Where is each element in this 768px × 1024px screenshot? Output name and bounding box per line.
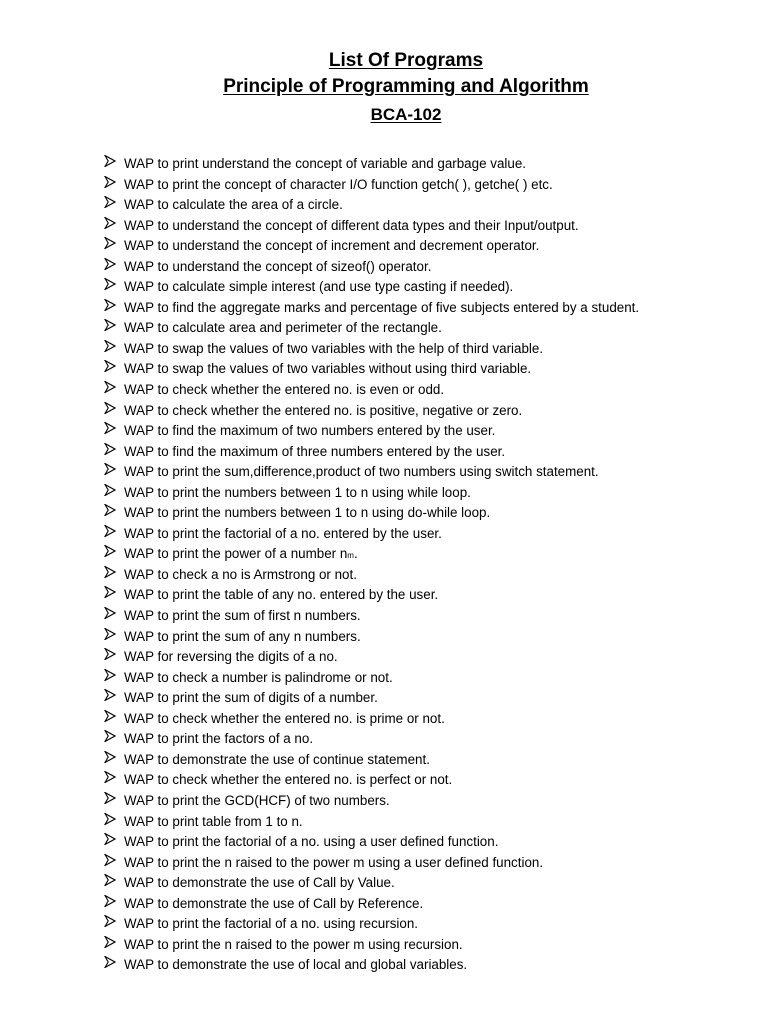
program-text: WAP to swap the values of two variables with the help of third variable. bbox=[124, 340, 544, 356]
document-header bbox=[0, 48, 768, 128]
program-text: WAP to print the concept of character I/O function getch( ), getche( ) etc. bbox=[124, 176, 553, 192]
program-text: WAP to print the factorial of a no. using a user defined function. bbox=[124, 834, 499, 850]
arrowhead-bullet-icon bbox=[104, 832, 124, 846]
list-item bbox=[104, 565, 744, 586]
list-item bbox=[104, 462, 744, 483]
program-text: WAP to understand the concept of different data types and their Input/output. bbox=[124, 217, 579, 233]
program-text: WAP to check whether the entered no. is perfect or not. bbox=[124, 772, 453, 788]
program-text: WAP to print understand the concept of variable and garbage value. bbox=[124, 156, 526, 171]
arrowhead-bullet-icon bbox=[104, 462, 124, 476]
program-text: WAP to find the maximum of two numbers entered by the user. bbox=[124, 423, 496, 439]
arrowhead-bullet-icon bbox=[104, 627, 124, 641]
program-text: WAP to check whether the entered no. is even or odd. bbox=[124, 382, 445, 398]
program-text: WAP for reversing the digits of a no. bbox=[124, 649, 338, 665]
program-text: WAP to print table from 1 to n. bbox=[124, 813, 303, 829]
arrowhead-bullet-icon bbox=[104, 339, 124, 353]
program-text: WAP to print the sum of any n numbers. bbox=[124, 628, 361, 644]
list-item bbox=[104, 175, 744, 196]
program-list bbox=[104, 154, 744, 976]
arrowhead-bullet-icon bbox=[104, 298, 124, 312]
arrowhead-bullet-icon bbox=[104, 668, 124, 682]
list-item bbox=[104, 154, 744, 175]
arrowhead-bullet-icon bbox=[104, 483, 124, 497]
program-text: WAP to calculate the area of a circle. bbox=[124, 197, 343, 213]
list-item bbox=[104, 935, 744, 956]
arrowhead-bullet-icon bbox=[104, 442, 124, 456]
program-text: WAP to check a no is Armstrong or not. bbox=[124, 566, 357, 582]
arrowhead-bullet-icon bbox=[104, 873, 124, 887]
list-item bbox=[104, 216, 744, 237]
arrowhead-bullet-icon bbox=[104, 503, 124, 517]
list-item bbox=[104, 791, 744, 812]
arrowhead-bullet-icon bbox=[104, 216, 124, 230]
program-text: WAP to print the numbers between 1 to n using do-while loop. bbox=[124, 505, 491, 521]
list-item bbox=[104, 750, 744, 771]
list-item bbox=[104, 195, 744, 216]
list-item bbox=[104, 442, 744, 463]
program-text: WAP to find the aggregate marks and percentage of five subjects entered by a student. bbox=[124, 299, 640, 315]
arrowhead-bullet-icon bbox=[104, 914, 124, 928]
program-text: WAP to print the sum of first n numbers. bbox=[124, 608, 361, 624]
arrowhead-bullet-icon bbox=[104, 565, 124, 579]
program-text: WAP to check whether the entered no. is prime or not. bbox=[124, 710, 445, 726]
arrowhead-bullet-icon bbox=[104, 401, 124, 415]
program-text: WAP to understand the concept of increment and decrement operator. bbox=[124, 238, 540, 254]
list-item bbox=[104, 688, 744, 709]
list-item bbox=[104, 914, 744, 935]
list-item bbox=[104, 770, 744, 791]
sentence-period: . bbox=[353, 546, 358, 562]
program-text: WAP to find the maximum of three numbers entered by the user. bbox=[124, 443, 506, 459]
program-text: WAP to print the sum,difference,product of two numbers using switch statement. bbox=[124, 464, 599, 480]
program-text: WAP to print the n raised to the power m using recursion. bbox=[124, 936, 463, 952]
list-item bbox=[104, 524, 744, 545]
list-item bbox=[104, 236, 744, 257]
program-text: WAP to print the n raised to the power m using a user defined function. bbox=[124, 854, 544, 870]
arrowhead-bullet-icon bbox=[104, 277, 124, 291]
arrowhead-bullet-icon bbox=[104, 853, 124, 867]
program-text: WAP to print the factorial of a no. using recursion. bbox=[124, 916, 418, 932]
arrowhead-bullet-icon bbox=[104, 544, 124, 558]
arrowhead-bullet-icon bbox=[104, 359, 124, 373]
arrowhead-bullet-icon bbox=[104, 647, 124, 661]
program-text: WAP to calculate area and perimeter of the rectangle. bbox=[124, 320, 442, 336]
arrowhead-bullet-icon bbox=[104, 195, 124, 209]
program-text: WAP to check whether the entered no. is positive, negative or zero. bbox=[124, 402, 523, 418]
list-item bbox=[104, 318, 744, 339]
list-item bbox=[104, 955, 744, 976]
program-text: WAP to understand the concept of sizeof() operator. bbox=[124, 258, 432, 274]
program-text: WAP to check a number is palindrome or not. bbox=[124, 669, 393, 685]
program-text: WAP to demonstrate the use of local and global variables. bbox=[124, 957, 468, 973]
list-item bbox=[104, 627, 744, 648]
program-text: WAP to print the table of any no. entered by the user. bbox=[124, 587, 439, 603]
list-item bbox=[104, 380, 744, 401]
arrowhead-bullet-icon bbox=[104, 750, 124, 764]
list-item bbox=[104, 873, 744, 894]
list-item bbox=[104, 585, 744, 606]
list-item bbox=[104, 832, 744, 853]
program-text: WAP to demonstrate the use of Call by Reference. bbox=[124, 895, 424, 911]
document-subtitle: Principle of Programming and Algorithm bbox=[223, 76, 589, 97]
list-item bbox=[104, 894, 744, 915]
arrowhead-bullet-icon bbox=[104, 257, 124, 271]
list-item bbox=[104, 277, 744, 298]
list-item bbox=[104, 483, 744, 504]
arrowhead-bullet-icon bbox=[104, 606, 124, 620]
arrowhead-bullet-icon bbox=[104, 955, 124, 969]
arrowhead-bullet-icon bbox=[104, 380, 124, 394]
arrowhead-bullet-icon bbox=[104, 894, 124, 908]
list-item bbox=[104, 812, 744, 833]
list-item bbox=[104, 729, 744, 750]
list-item bbox=[104, 401, 744, 422]
arrowhead-bullet-icon bbox=[104, 791, 124, 805]
list-item bbox=[104, 709, 744, 730]
arrowhead-bullet-icon bbox=[104, 524, 124, 538]
arrowhead-bullet-icon bbox=[104, 318, 124, 332]
program-text: WAP to swap the values of two variables without using third variable. bbox=[124, 361, 532, 377]
list-item bbox=[104, 853, 744, 874]
list-item bbox=[104, 359, 744, 380]
program-text: WAP to print the GCD(HCF) of two numbers. bbox=[124, 792, 390, 808]
arrowhead-bullet-icon bbox=[104, 812, 124, 826]
list-item bbox=[104, 606, 744, 627]
arrowhead-bullet-icon bbox=[104, 175, 124, 189]
program-text: WAP to print the power of a number n bbox=[124, 546, 348, 562]
document-title: List Of Programs bbox=[328, 50, 484, 71]
arrowhead-bullet-icon bbox=[104, 688, 124, 702]
arrowhead-bullet-icon bbox=[104, 770, 124, 784]
arrowhead-bullet-icon bbox=[104, 154, 124, 168]
list-item bbox=[104, 668, 744, 689]
list-item bbox=[104, 421, 744, 442]
course-code: BCA-102 bbox=[370, 105, 442, 124]
list-item: WAP to print the power of a number n m . bbox=[104, 544, 744, 565]
program-text: WAP to print the numbers between 1 to n using while loop. bbox=[124, 484, 471, 500]
program-text: WAP to demonstrate the use of continue statement. bbox=[124, 751, 430, 767]
program-text: WAP to print the sum of digits of a number. bbox=[124, 690, 378, 706]
program-text: WAP to print the factors of a no. bbox=[124, 731, 314, 747]
list-item bbox=[104, 339, 744, 360]
program-text: WAP to demonstrate the use of Call by Value. bbox=[124, 875, 395, 891]
list-item bbox=[104, 298, 744, 319]
arrowhead-bullet-icon bbox=[104, 585, 124, 599]
program-text: WAP to print the factorial of a no. entered by the user. bbox=[124, 525, 442, 541]
list-item bbox=[104, 257, 744, 278]
arrowhead-bullet-icon bbox=[104, 421, 124, 435]
arrowhead-bullet-icon bbox=[104, 935, 124, 949]
arrowhead-bullet-icon bbox=[104, 709, 124, 723]
list-item bbox=[104, 503, 744, 524]
list-item bbox=[104, 647, 744, 668]
arrowhead-bullet-icon bbox=[104, 729, 124, 743]
arrowhead-bullet-icon bbox=[104, 236, 124, 250]
program-text: WAP to calculate simple interest (and use type casting if needed). bbox=[124, 279, 514, 295]
